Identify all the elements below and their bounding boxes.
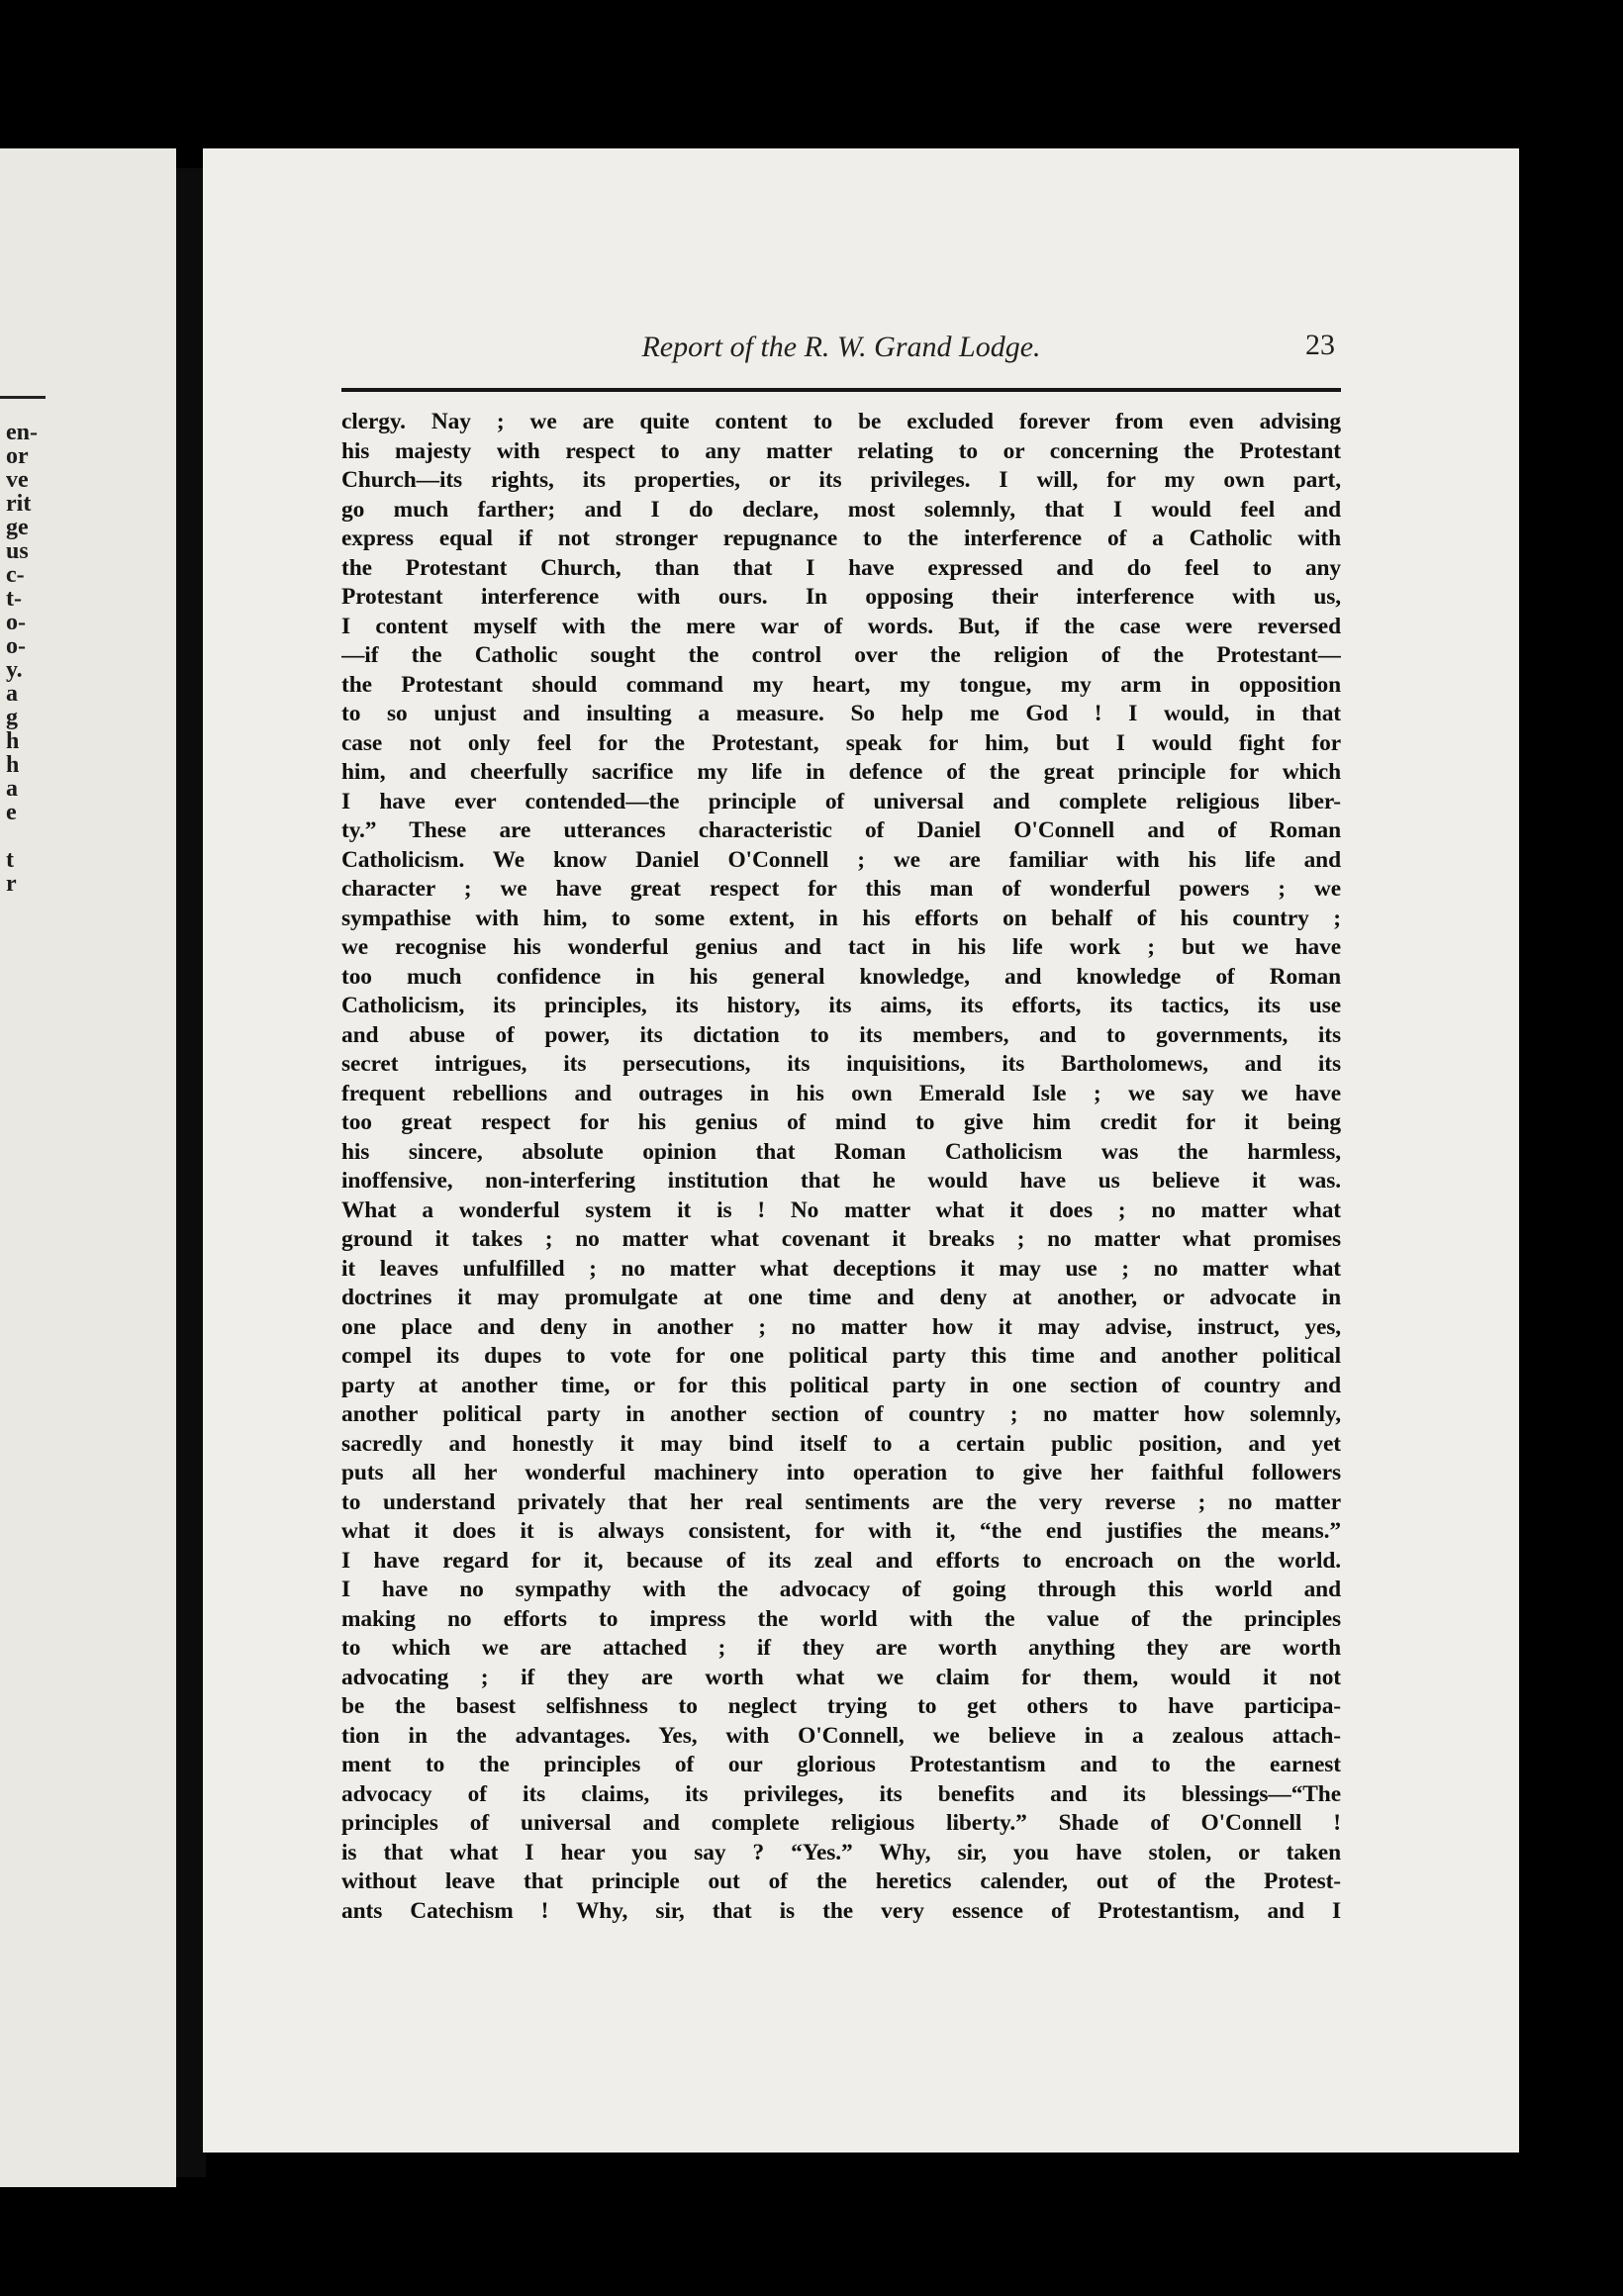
text-line: Catholicism. We know Daniel O'Connell ; we are familiar with his life and	[341, 846, 1341, 873]
facing-page-fragment: e	[6, 800, 17, 825]
text-line: ants Catechism ! Why, sir, that is the very essence of Protestantism, and I	[341, 1897, 1341, 1924]
facing-page-fragment: ve	[6, 467, 29, 493]
facing-page-text-fragments	[6, 421, 38, 896]
text-line: doctrines it may promulgate at one time and deny at another, or advocate in	[341, 1285, 1341, 1310]
text-line: it leaves unfulfilled ; no matter what deceptions it may use ; no matter what	[341, 1255, 1341, 1282]
facing-page-fragment: h	[6, 752, 20, 778]
text-line: Church—its rights, its properties, or its privileges. I will, for my own part,	[341, 467, 1341, 493]
text-line: his majesty with respect to any matter relating to or concerning the Protestant	[341, 437, 1341, 464]
text-line: I have regard for it, because of its zeal and efforts to encroach on the world.	[341, 1547, 1341, 1574]
text-line: advocacy of its claims, its privileges, its benefits and its blessings—“The	[341, 1780, 1341, 1807]
text-line: to so unjust and insulting a measure. So help me God ! I would, in that	[341, 701, 1341, 726]
text-line: to understand privately that her real sentiments are the very reverse ; no matter	[341, 1488, 1341, 1515]
facing-page-fragment: o-	[6, 633, 26, 659]
text-line: too much confidence in his general knowledge, and knowledge of Roman	[341, 963, 1341, 990]
text-line: another political party in another section of country ; no matter how solemnly,	[341, 1401, 1341, 1427]
text-line: is that what I hear you say ? “Yes.” Why, sir, you have stolen, or taken	[341, 1839, 1341, 1866]
header-rule	[341, 388, 1341, 392]
body-text	[341, 408, 1341, 1926]
facing-page-fragment: rit	[6, 491, 32, 517]
facing-page-fragment: a	[6, 681, 18, 707]
text-line: compel its dupes to vote for one political party this time and another political	[341, 1343, 1341, 1369]
text-line: Protestant interference with ours. In opposing their interference with us,	[341, 584, 1341, 610]
text-line: Catholicism, its principles, its history, its aims, its efforts, its tactics, its use	[341, 993, 1341, 1018]
text-line: making no efforts to impress the world with the value of the principles	[341, 1605, 1341, 1632]
book-gutter	[176, 168, 206, 2177]
text-line: him, and cheerfully sacrifice my life in defence of the great principle for which	[341, 759, 1341, 785]
text-line: express equal if not stronger repugnance to the interference of a Catholic with	[341, 526, 1341, 551]
text-line: to which we are attached ; if they are worth anything they are worth	[341, 1635, 1341, 1661]
text-line: his sincere, absolute opinion that Roman Catholicism was the harmless,	[341, 1138, 1341, 1165]
text-line: —if the Catholic sought the control over the religion of the Protestant—	[341, 642, 1341, 668]
facing-page-rule	[0, 396, 46, 399]
facing-page-fragment: or	[6, 443, 29, 469]
facing-page-fragment: r	[6, 871, 17, 897]
text-line: one place and deny in another ; no matter how it may advise, instruct, yes,	[341, 1313, 1341, 1340]
text-line: secret intrigues, its persecutions, its inquisitions, its Bartholomews, and its	[341, 1051, 1341, 1077]
text-line: ment to the principles of our glorious Protestantism and to the earnest	[341, 1752, 1341, 1777]
text-line: ground it takes ; no matter what covenant it breaks ; no matter what promises	[341, 1226, 1341, 1252]
text-line: we recognise his wonderful genius and tact in his life work ; but we have	[341, 934, 1341, 960]
text-line: without leave that principle out of the heretics calender, out of the Protest-	[341, 1868, 1341, 1894]
text-line: What a wonderful system it is ! No matter what it does ; no matter what	[341, 1196, 1341, 1223]
document-page	[203, 148, 1519, 2152]
text-line: sacredly and honestly it may bind itself to a certain public position, and yet	[341, 1430, 1341, 1457]
text-line: advocating ; if they are worth what we claim for them, would it not	[341, 1664, 1341, 1690]
text-line: inoffensive, non-interfering institution that he would have us believe it was.	[341, 1168, 1341, 1194]
text-line: ty.” These are utterances characteristic of Daniel O'Connell and of Roman	[341, 817, 1341, 843]
text-line: party at another time, or for this political party in one section of country and	[341, 1372, 1341, 1398]
text-line: and abuse of power, its dictation to its members, and to governments, its	[341, 1021, 1341, 1048]
facing-page-fragment: g	[6, 705, 18, 730]
page-number: 23	[1305, 329, 1335, 361]
text-line: the Protestant should command my heart, my tongue, my arm in opposition	[341, 671, 1341, 698]
text-line: puts all her wonderful machinery into operation to give her faithful followers	[341, 1460, 1341, 1485]
text-line: go much farther; and I do declare, most solemnly, that I would feel and	[341, 496, 1341, 523]
facing-page-fragment: h	[6, 728, 20, 754]
text-line: I content myself with the mere war of words. But, if the case were reversed	[341, 613, 1341, 639]
text-line: clergy. Nay ; we are quite content to be excluded forever from even advising	[341, 409, 1341, 434]
facing-page-fragment: en-	[6, 420, 38, 445]
running-title: Report of the R. W. Grand Lodge.	[641, 331, 1041, 363]
text-line: I have no sympathy with the advocacy of going through this world and	[341, 1577, 1341, 1602]
text-line: too great respect for his genius of mind to give him credit for it being	[341, 1109, 1341, 1135]
text-line: what it does it is always consistent, for with it, “the end justifies the means.”	[341, 1518, 1341, 1544]
text-line: sympathise with him, to some extent, in his efforts on behalf of his country ;	[341, 905, 1341, 931]
text-line: frequent rebellions and outrages in his own Emerald Isle ; we say we have	[341, 1080, 1341, 1106]
text-line: character ; we have great respect for this man of wonderful powers ; we	[341, 876, 1341, 902]
facing-page-fragment: t	[6, 847, 14, 873]
facing-page-fragment	[6, 824, 38, 848]
facing-page	[0, 148, 176, 2187]
facing-page-fragment: ge	[6, 515, 29, 540]
text-line: be the basest selfishness to neglect trying to get others to have participa-	[341, 1693, 1341, 1719]
text-line: I have ever contended—the principle of universal and complete religious liber-	[341, 788, 1341, 814]
facing-page-fragment: us	[6, 538, 29, 564]
text-line: case not only feel for the Protestant, speak for him, but I would fight for	[341, 729, 1341, 756]
text-line: the Protestant Church, than that I have expressed and do feel to any	[341, 554, 1341, 581]
facing-page-fragment: c-	[6, 562, 25, 588]
facing-page-fragment: t-	[6, 586, 22, 612]
text-line: tion in the advantages. Yes, with O'Connell, we believe in a zealous attach-	[341, 1722, 1341, 1749]
facing-page-fragment: y.	[6, 657, 23, 683]
page-content	[341, 327, 1341, 1926]
running-head	[341, 327, 1341, 376]
text-line: principles of universal and complete religious liberty.” Shade of O'Connell !	[341, 1810, 1341, 1836]
facing-page-fragment: a	[6, 776, 18, 802]
facing-page-fragment: o-	[6, 610, 26, 635]
